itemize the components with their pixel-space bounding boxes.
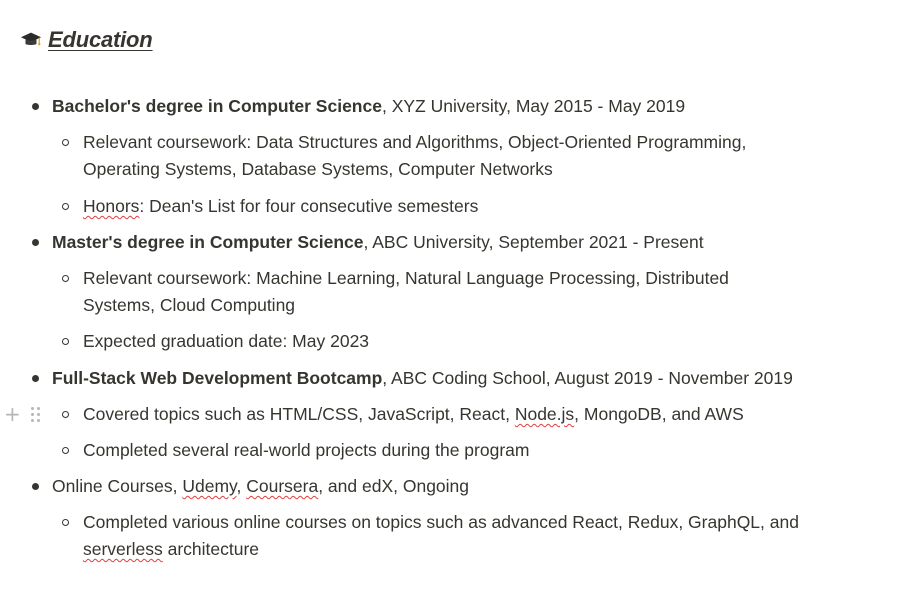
- list-item-master[interactable]: [52, 229, 704, 256]
- degree-details: , ABC Coding School, August 2019 - November 2019: [382, 368, 793, 388]
- misspelled-word[interactable]: Udemy: [182, 476, 237, 496]
- bullet-disc: [32, 375, 39, 382]
- degree-title: Master's degree in Computer Science: [52, 232, 364, 252]
- degree-title: Full-Stack Web Development Bootcamp: [52, 368, 383, 388]
- bullet-disc: [32, 483, 39, 490]
- degree-details: , XYZ University, May 2015 - May 2019: [381, 96, 686, 116]
- section-title[interactable]: Education: [48, 27, 153, 52]
- sub-item-honors[interactable]: [83, 193, 478, 220]
- misspelled-word[interactable]: serverless: [83, 539, 163, 559]
- sub-item-graduation[interactable]: [83, 328, 369, 355]
- list-item-online-courses[interactable]: [52, 473, 469, 500]
- bullet-circle: [62, 411, 69, 418]
- separator-text: ,: [236, 476, 247, 496]
- bullet-circle: [62, 203, 69, 210]
- bullet-circle: [62, 338, 69, 345]
- list-item-bootcamp[interactable]: [52, 365, 793, 392]
- bullet-circle: [62, 519, 69, 526]
- coursework-text: Relevant coursework: Data Structures and Algorithms, Object-Oriented Programming, Operating Systems, Database Systems, Computer Networks: [83, 132, 747, 179]
- block-handle: [4, 404, 40, 424]
- section-heading: [20, 27, 153, 53]
- projects-text: Completed several real-world projects during the program: [83, 440, 530, 460]
- topics-text: Covered topics such as HTML/CSS, JavaScript, React,: [83, 404, 515, 424]
- misspelled-word[interactable]: Node.js: [514, 404, 575, 424]
- bullet-disc: [32, 239, 39, 246]
- online-topics-text: Completed various online courses on topics such as advanced React, Redux, GraphQL, and: [83, 512, 799, 532]
- bullet-circle: [62, 139, 69, 146]
- degree-details: , ABC University, September 2021 - Present: [363, 232, 704, 252]
- online-topics-text-end: architecture: [162, 539, 260, 559]
- misspelled-word[interactable]: Honors: [83, 196, 140, 216]
- bullet-disc: [32, 103, 39, 110]
- drag-handle-icon[interactable]: [31, 407, 40, 422]
- topics-text-end: , MongoDB, and AWS: [574, 404, 744, 424]
- coursework-text: Relevant coursework: Machine Learning, Natural Language Processing, Distributed Systems, Cloud Computing: [83, 268, 729, 315]
- list-item-bachelor[interactable]: [52, 93, 685, 120]
- graduation-cap-icon: [20, 29, 42, 51]
- online-text-end: , and edX, Ongoing: [318, 476, 470, 496]
- sub-item-coursework[interactable]: [83, 129, 803, 183]
- graduation-text: Expected graduation date: May 2023: [83, 331, 370, 351]
- bullet-circle: [62, 275, 69, 282]
- online-text: Online Courses,: [52, 476, 183, 496]
- sub-item-projects[interactable]: [83, 437, 529, 464]
- degree-title: Bachelor's degree in Computer Science: [52, 96, 382, 116]
- sub-item-online-topics[interactable]: [83, 509, 843, 563]
- sub-item-topics[interactable]: [83, 401, 744, 428]
- sub-item-coursework[interactable]: [83, 265, 783, 319]
- misspelled-word[interactable]: Coursera: [246, 476, 319, 496]
- plus-icon[interactable]: +: [4, 402, 21, 426]
- bullet-circle: [62, 447, 69, 454]
- honors-text: : Dean's List for four consecutive semesters: [139, 196, 479, 216]
